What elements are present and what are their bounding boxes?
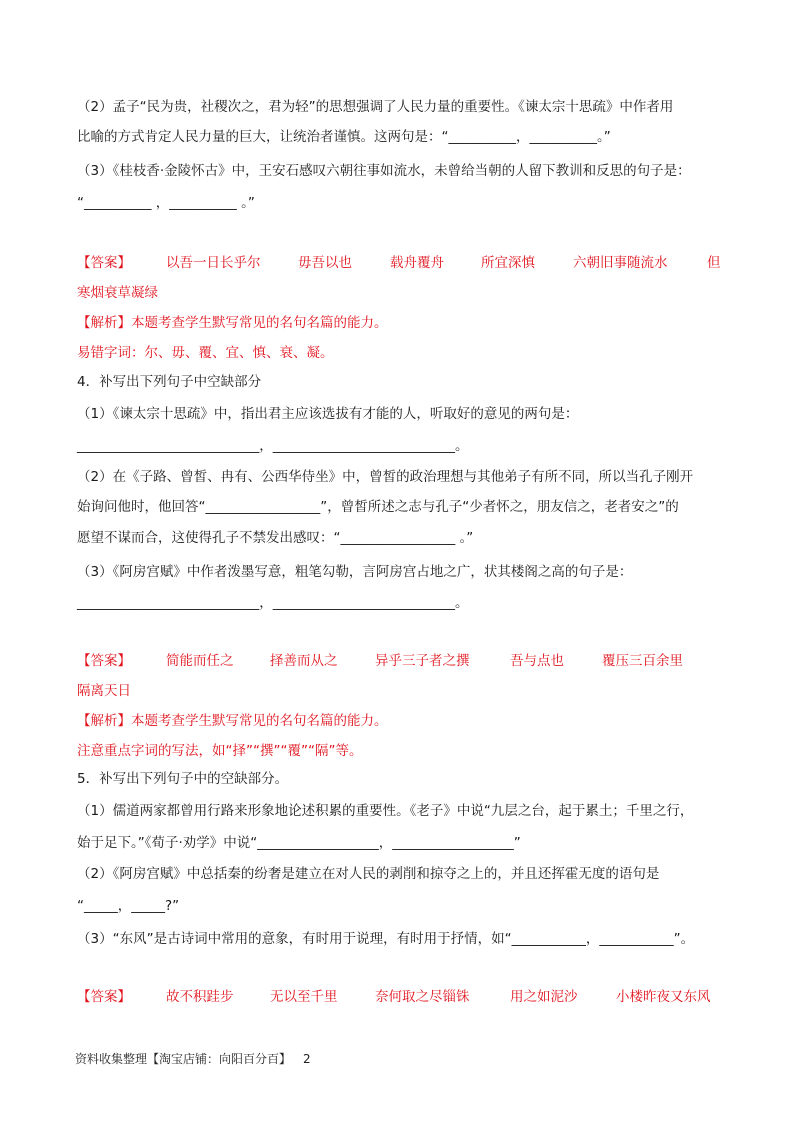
q4-answer-1: 简能而任之 [166, 653, 234, 669]
page-footer [75, 1050, 311, 1067]
q5-part3-line1: （3）“东风”是古诗词中常用的意象，有时用于说理，有时用于抒情，如“___________，___________”。 [77, 931, 695, 947]
q4-answer-label: 【答案】 [77, 653, 131, 669]
q4-part2-line3: 愿望不谋而合，这使得孔子不禁发出感叹：“_________________ 。” [77, 530, 474, 546]
q5-title: 5．补写出下列句子中的空缺部分。 [77, 771, 289, 787]
q3-answer-5: 六朝旧事随流水 [573, 255, 668, 271]
q5-answer-5: 小楼昨夜又东风 [616, 989, 711, 1005]
footer-source-text: 资料收集整理【淘宝店铺：向阳百分百】 [75, 1052, 292, 1066]
q5-part2-line1: （2）《阿房宫赋》中总括秦的纷奢是建立在对人民的剥削和掠夺之上的，并且还挥霍无度的语句是 [77, 866, 660, 882]
q4-part3-line2: ___________________________，___________________________。 [77, 595, 469, 611]
q3-answer-1: 以吾一日长乎尔 [166, 255, 261, 271]
q4-answer-5: 覆压三百余里 [602, 653, 683, 669]
q4-answer-3: 异乎三子者之撰 [375, 653, 470, 669]
q4-part1-line2: ___________________________，___________________________。 [77, 438, 469, 454]
q4-analysis: 【解析】本题考查学生默写常见的名句名篇的能力。 [77, 713, 388, 729]
q5-answer-label: 【答案】 [77, 989, 131, 1005]
q5-answer-4: 用之如泥沙 [510, 989, 578, 1005]
q4-answer-continued: 隔离天日 [77, 683, 131, 699]
q4-title: 4．补写出下列句子中空缺部分 [77, 374, 262, 390]
q3-part2-line2: 比喻的方式肯定人民力量的巨大，让统治者谨慎。这两句是：“__________，__________。” [77, 129, 611, 145]
q5-answer-1: 故不积跬步 [166, 989, 234, 1005]
q3-answer-4: 所宜深慎 [481, 255, 535, 271]
q5-part1-line2: 始于足下。”《荀子·劝学》中说“__________________，__________________” [77, 835, 521, 851]
q5-part1-line1: （1）儒道两家都曾用行路来形象地论述积累的重要性。《老子》中说“九层之台，起于累土；千里之行， [77, 803, 694, 819]
q3-answer-label: 【答案】 [77, 255, 131, 271]
q4-part3-line1: （3）《阿房宫赋》中作者泼墨写意，粗笔勾勒，言阿房宫占地之广，状其楼阁之高的句子是： [77, 564, 633, 580]
page-number: 2 [303, 1052, 311, 1066]
q4-answer-2: 择善而从之 [270, 653, 338, 669]
q4-answer-4: 吾与点也 [510, 653, 564, 669]
q3-analysis: 【解析】本题考查学生默写常见的名句名篇的能力。 [77, 315, 388, 331]
q5-answer-2: 无以至千里 [270, 989, 338, 1005]
q3-answer-3: 载舟覆舟 [390, 255, 444, 271]
q4-note: 注意重点字词的写法，如“择”“撰”“覆”“隔”等。 [77, 743, 363, 759]
q3-answer-continued: 寒烟衰草凝绿 [77, 285, 158, 301]
q5-part2-line2: “_____，_____?” [77, 898, 180, 914]
q4-part2-line1: （2）在《子路、曾皙、冉有、公西华侍坐》中，曾皙的政治理想与其他弟子有所不同，所以当孔子刚开 [77, 469, 694, 485]
q3-part2-line1: （2）孟子“民为贵，社稷次之，君为轻”的思想强调了人民力量的重要性。《谏太宗十思疏》中作者用 [77, 99, 674, 115]
q5-answer-3: 奈何取之尽锱铢 [375, 989, 470, 1005]
q4-part2-line2: 始询问他时，他回答“_________________”，曾皙所述之志与孔子“少者怀之，朋友信之，老者安之”的 [77, 499, 679, 515]
q3-part3-line2: “__________ ，__________ 。” [77, 195, 255, 211]
q3-note: 易错字词：尔、毋、覆、宜、慎、衰、凝。 [77, 345, 334, 361]
q3-part3-line1: （3）《桂枝香·金陵怀古》中，王安石感叹六朝往事如流水，未曾给当朝的人留下教训和反思的句子是： [77, 163, 691, 179]
q4-part1-line1: （1）《谏太宗十思疏》中，指出君主应该选拔有才能的人，听取好的意见的两句是： [77, 406, 579, 422]
q3-answer-6: 但 [707, 255, 721, 271]
q3-answer-2: 毋吾以也 [298, 255, 352, 271]
